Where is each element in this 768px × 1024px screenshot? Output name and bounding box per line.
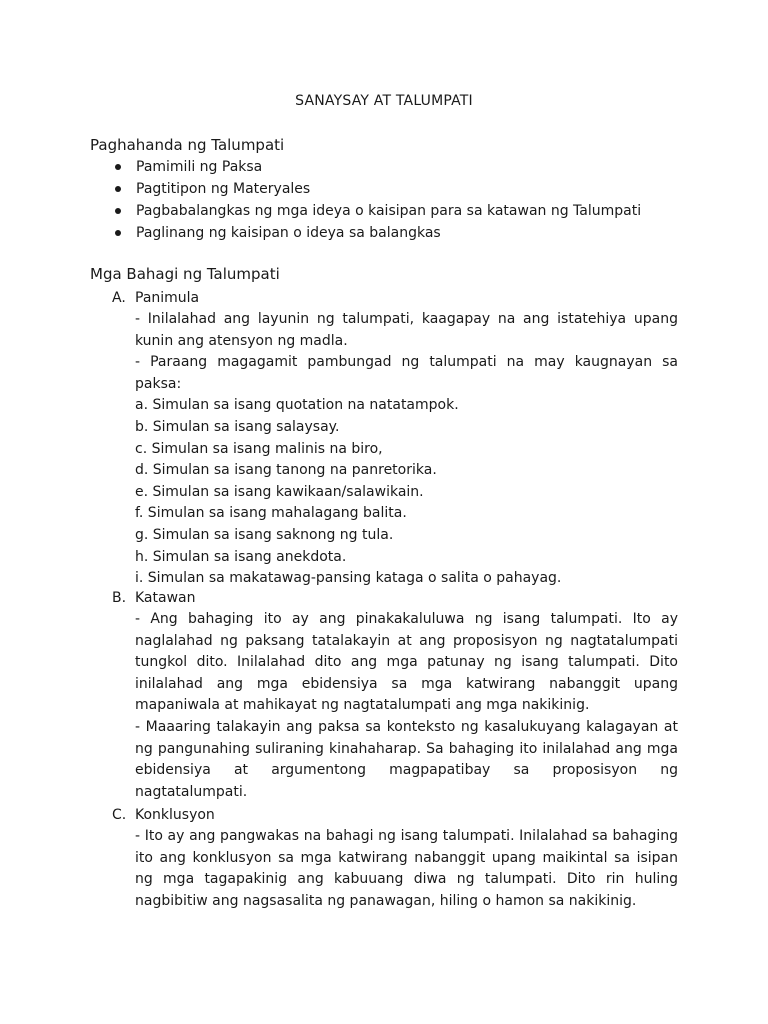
section-panimula [112,287,678,590]
heading-paghahanda: Paghahanda ng Talumpati [90,136,285,154]
section-konklusyon [112,804,678,912]
section-letter: B. [112,590,127,606]
section-letter: A. [112,290,126,306]
katawan-paragraph-1: - Ang bahaging ito ay ang pinakakaluluwa ng isang talumpati. Ito ay naglalahad ng paksang tatalakayin at ang proposisyon ng nagtatalumpati tungkol dito. Inilalahad dito ang mga patunay ng isang talumpati. Dito inilalahad ang mga ebidensiya sa mga katwirang nabanggit upang mapaniwala at mahikayat ng nagtatalumpati ang mga nakikinig. [135,611,678,714]
panimula-intro: - Inilalahad ang layunin ng talumpati, kaagapay na ang istatehiya upang kunin ang atensyon ng madla. [135,311,678,349]
section-body [112,609,678,803]
list-item: Paglinang ng kaisipan o ideya sa balangkas [113,222,641,244]
bullet-icon [115,164,121,170]
list-item: b. Simulan sa isang salaysay. [135,418,340,435]
list-item: e. Simulan sa isang kawikaan/salawikain. [135,483,424,500]
list-item: h. Simulan sa isang anekdota. [135,548,347,565]
list-item: f. Simulan sa isang mahalagang balita. [135,505,407,522]
bullet-icon [115,208,121,214]
section-katawan [112,587,678,803]
heading-bahagi: Mga Bahagi ng Talumpati [90,265,280,283]
list-item: d. Simulan sa isang tanong na panretorika. [135,462,437,479]
panimula-paraan: - Paraang magagamit pambungad ng talumpati na may kaugnayan sa paksa: [135,354,678,392]
konklusyon-paragraph-1: - Ito ay ang pangwakas na bahagi ng isang talumpati. Inilalahad sa bahaging ito ang konklusyon sa mga katwirang nabanggit upang maikintal sa isipan ng mga tagapakinig ang kabuuang diwa ng talumpati. Dito rin huling nagbibitiw ang nagsasalita ng panawagan, hiling o hamon sa nakikinig. [135,828,678,909]
list-item: Pagbabalangkas ng mga ideya o kaisipan para sa katawan ng Talumpati [113,200,641,222]
section-label: Panimula [135,290,200,306]
section-letter: C. [112,807,127,823]
section-body [112,826,678,912]
list-item: Pamimili ng Paksa [113,156,641,178]
list-item: a. Simulan sa isang quotation na natatampok. [135,397,459,414]
section-body [112,309,678,590]
document-title: SANAYSAY AT TALUMPATI [295,93,473,109]
list-item: c. Simulan sa isang malinis na biro, [135,440,383,457]
paghahanda-list [113,156,641,244]
bullet-icon [115,230,121,236]
list-item: Pagtitipon ng Materyales [113,178,641,200]
section-label: Konklusyon [135,807,215,823]
list-item: g. Simulan sa isang saknong ng tula. [135,526,394,543]
section-label: Katawan [135,590,196,606]
katawan-paragraph-2: - Maaaring talakayin ang paksa sa konteksto ng kasalukuyang kalagayan at ng pangunahing suliraning kinahaharap. Sa bahaging ito inilalahad ang mga ebidensiya at argumentong magpapatibay sa proposisyon ng nagtatalumpati. [135,718,678,800]
list-item: i. Simulan sa makatawag-pansing kataga o salita o pahayag. [135,570,562,587]
bullet-icon [115,186,121,192]
